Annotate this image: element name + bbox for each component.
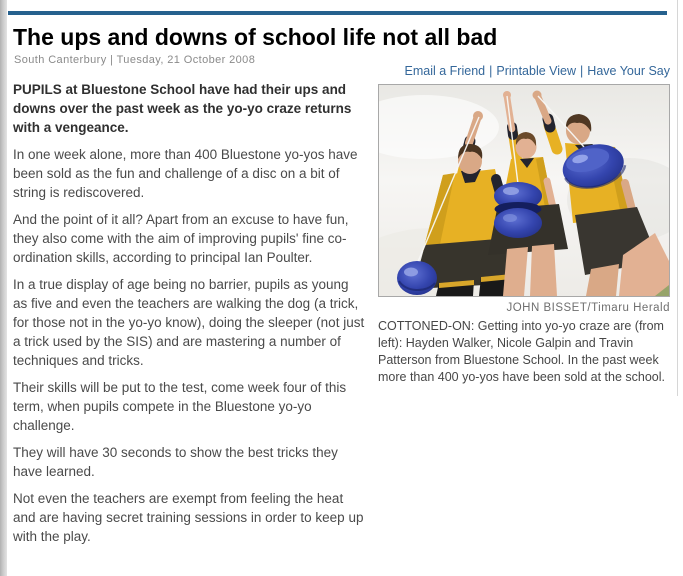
email-a-friend-link[interactable]: Email a Friend	[404, 64, 486, 78]
photo-credit: JOHN BISSET/Timaru Herald	[506, 302, 670, 314]
photo-caption: COTTONED-ON: Getting into yo-yo craze are (from left): Hayden Walker, Nicole Galpin and Travin Patterson from Bluestone School. In the past week more than 400 yo-yos have been sold at the school.	[378, 319, 665, 384]
printable-view-link[interactable]: Printable View	[496, 64, 577, 78]
article-byline: South Canterbury | Tuesday, 21 October 2008	[14, 54, 256, 66]
header-accent-bar	[8, 11, 667, 15]
article-title: The ups and downs of school life not all bad	[13, 24, 498, 50]
article-paragraph-7: Not even the teachers are exempt from feeling the heat and are having secret training sessions in order to keep up with the play.	[13, 491, 364, 544]
article-paragraph-3: And the point of it all? Apart from an excuse to have fun, they also come with the aim of improving pupils' fine co-ordination skills, according to principal Ian Poulter.	[13, 212, 349, 265]
article-toolbar	[378, 64, 670, 78]
article-paragraph-5: Their skills will be put to the test, come week four of this term, when pupils compete in the Bluestone yo-yo challenge.	[13, 380, 347, 433]
article-body	[13, 80, 365, 554]
article-paragraph-6: They will have 30 seconds to show the best tricks they have learned.	[13, 445, 338, 479]
article-paragraph-2: In one week alone, more than 400 Bluestone yo-yos have been sold as the fun and challenge of a disc on a bit of string is rediscovered.	[13, 147, 358, 200]
have-your-say-link[interactable]: Have Your Say	[587, 64, 670, 78]
yo-yo-children-photo	[379, 85, 669, 296]
article-photo	[378, 84, 670, 297]
article-lead-paragraph: PUPILS at Bluestone School have had their ups and downs over the past week as the yo-yo craze returns with a vengeance.	[13, 82, 352, 135]
page-left-gutter	[0, 0, 7, 576]
toolbar-separator: |	[489, 64, 493, 78]
article-paragraph-4: In a true display of age being no barrier, pupils as young as five and even the teachers are walking the dog (a trick, for those not in the yo-yo know), doing the sleeper (not just a trick used by the SIS) and are mastering a number of techniques and tricks.	[13, 277, 365, 368]
toolbar-separator: |	[580, 64, 584, 78]
